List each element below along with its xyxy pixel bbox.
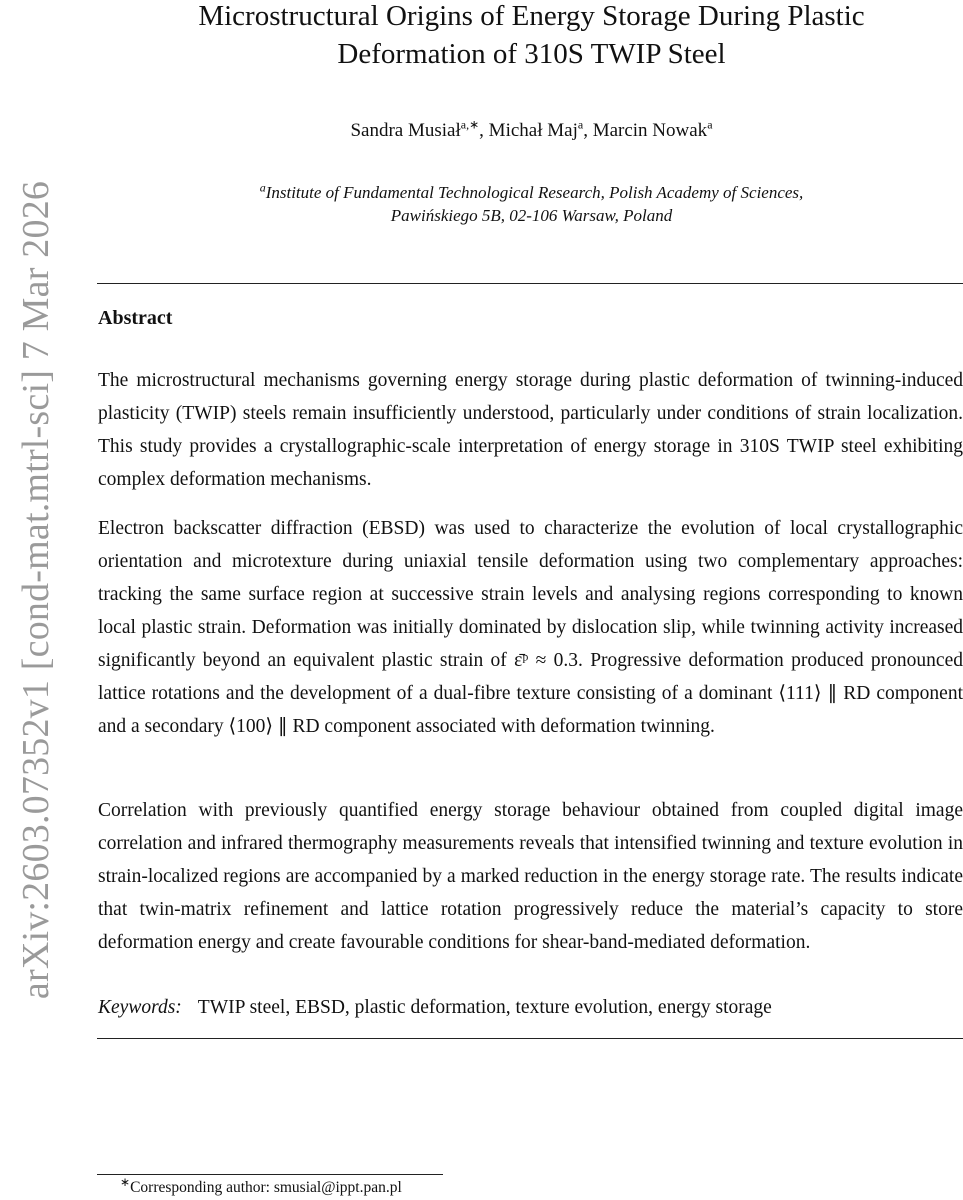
author-name: Michał Maj	[488, 120, 578, 141]
arxiv-identifier[interactable]: arXiv:2603.07352v1 [cond-mat.mtrl-sci] 7 Mar 2026	[15, 180, 57, 1000]
footnote	[120, 1174, 402, 1197]
affiliation	[100, 181, 963, 227]
bottom-divider	[97, 1038, 963, 1039]
abstract-paragraph-3: Correlation with previously quantified energy storage behaviour obtained from coupled digital image correlation and infrared thermography measurements reveals that intensified twinning and texture evolution in strain-localized regions are accompanied by a marked reduction in the energy storage rate. The results indicate that twin-matrix refinement and lattice rotation progressively reduce the material’s capacity to store deformation energy and create favourable conditions for shear-band-mediated deformation.	[98, 800, 963, 953]
abstract-heading: Abstract	[98, 307, 173, 329]
title-line-2: Deformation of 310S TWIP Steel	[337, 38, 726, 70]
author-affiliation-mark: a	[577, 117, 584, 132]
abstract-paragraph-1: The microstructural mechanisms governing energy storage during plastic deformation of twinning-induced plasticity (TWIP) steels remain insufficiently understood, particularly under conditions of strain localization. This study provides a crystallographic-scale interpretation of energy storage in 310S TWIP steel exhibiting complex deformation mechanisms.	[98, 370, 963, 490]
author-name: Marcin Nowak	[592, 120, 708, 141]
affiliation-line-2: Pawińskiego 5B, 02-106 Warsaw, Poland	[390, 206, 673, 225]
author-list: Sandra Musiał$^{a,∗}$, Michał Maj$^a$, Marcin Nowak$^a$	[350, 117, 713, 141]
affiliation-line-1: Institute of Fundamental Technological Research, Polish Academy of Sciences,	[265, 183, 804, 202]
arxiv-sidebar	[16, 0, 56, 1000]
keywords-values: TWIP steel, EBSD, plastic deformation, texture evolution, energy storage	[197, 997, 772, 1018]
abstract-paragraph-2: Electron backscatter diffraction (EBSD) was used to characterize the evolution of local crystallographic orientation and microtexture during uniaxial tensile deformation using two complementary approaches: tracking the same surface region at successive strain levels and analysing regions corresponding to known local plastic strain. Deformation was initially dominated by dislocation slip, while twinning activity increased significantly beyond an equivalent plastic strain of ε̄ᵖ ≈ 0.3. Progressive deformation produced pronounced lattice rotations and the development of a dual-fibre texture consisting of a dominant ⟨111⟩ ∥ RD component and a secondary ⟨100⟩ ∥ RD component associated with deformation twinning.	[98, 518, 963, 737]
author-name: Sandra Musiał	[350, 120, 461, 141]
footnote-mark: ∗	[120, 1174, 131, 1189]
paper-title	[100, 0, 963, 73]
title-line-1: Microstructural Origins of Energy Storage During Plastic	[198, 0, 865, 32]
corresponding-author-note: Corresponding author: smusial@ippt.pan.pl	[130, 1179, 402, 1196]
footnote-divider	[97, 1174, 443, 1175]
keywords	[98, 993, 963, 1023]
author-affiliation-mark: a	[707, 117, 713, 132]
keywords-label: Keywords:	[98, 997, 182, 1018]
affiliation-mark: a	[259, 180, 266, 195]
author-affiliation-mark: a,∗	[460, 117, 480, 132]
top-divider	[97, 283, 963, 284]
